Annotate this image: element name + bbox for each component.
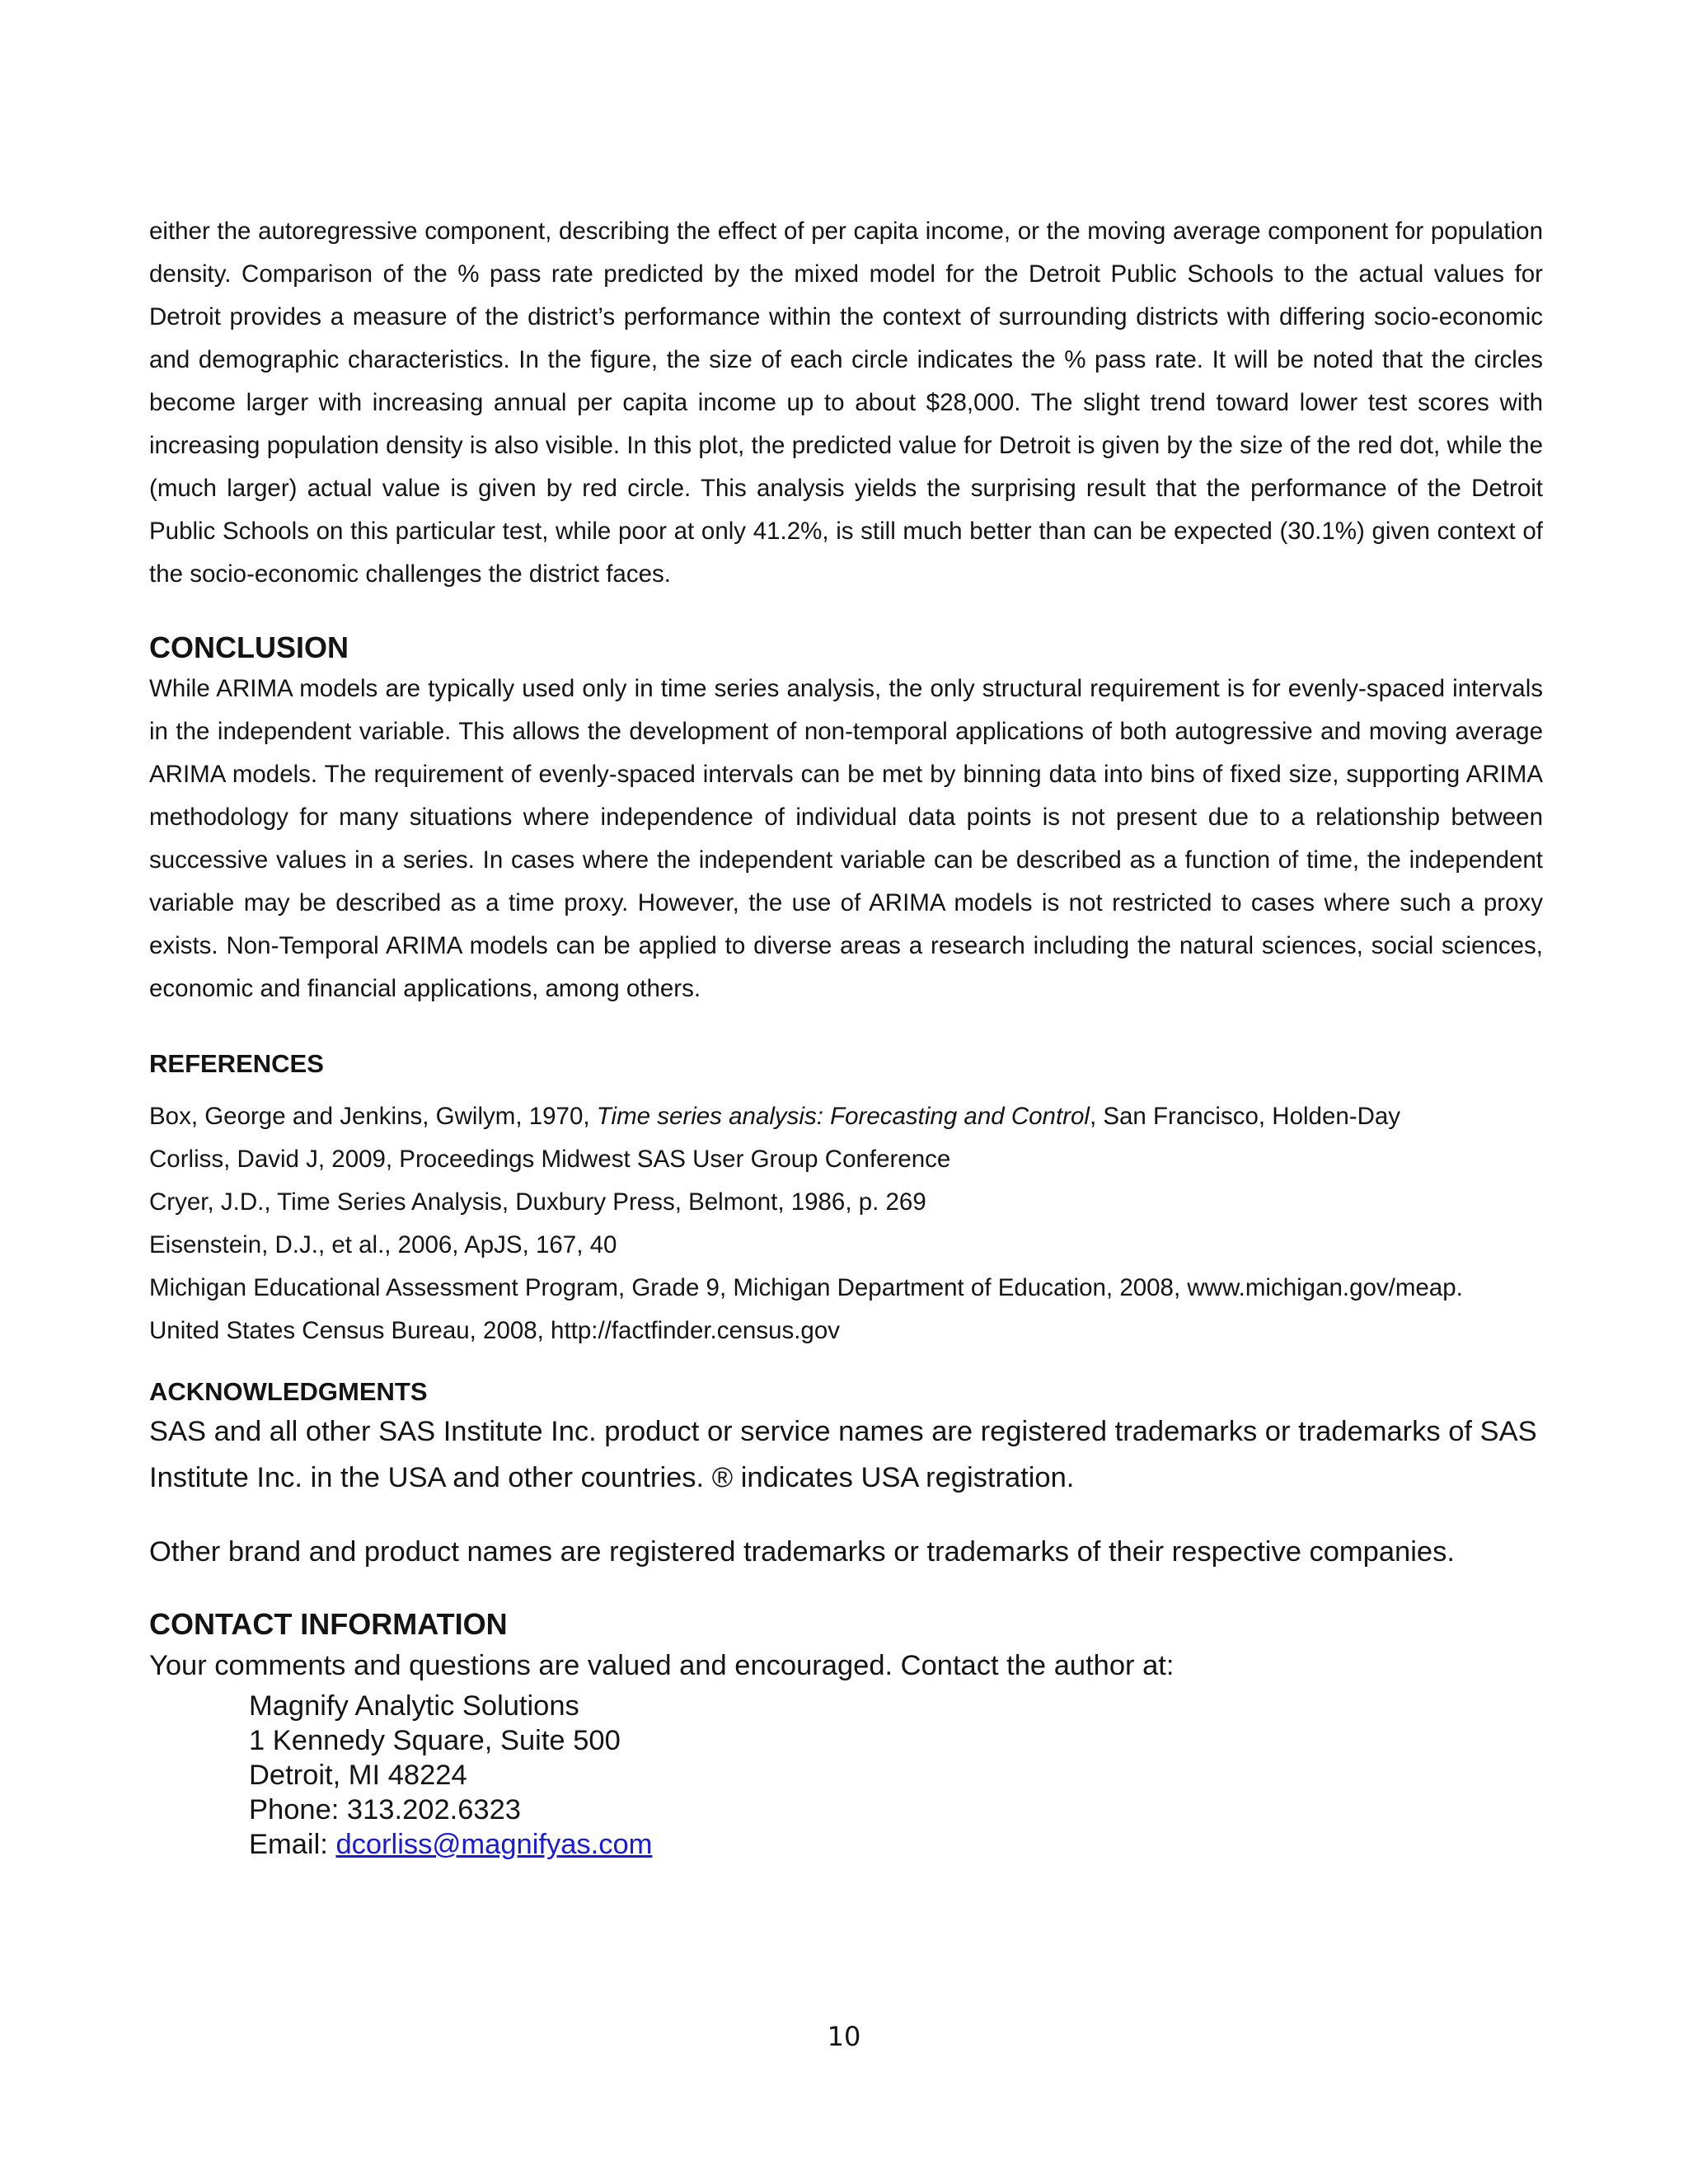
contact-city-line: Detroit, MI 48224 <box>249 1760 467 1791</box>
contact-company: Magnify Analytic Solutions <box>249 1690 579 1722</box>
reference-item: Eisenstein, D.J., et al., 2006, ApJS, 167, 40 <box>149 1231 617 1258</box>
acknowledgments-trademarks: Other brand and product names are registered trademarks or trademarks of their respective companies. <box>149 1536 1455 1568</box>
contact-email-link[interactable]: dcorliss@magnifyas.com <box>335 1829 653 1860</box>
contact-heading: CONTACT INFORMATION <box>149 1607 508 1641</box>
reference-item: United States Census Bureau, 2008, http://factfinder.census.gov <box>149 1317 840 1344</box>
reference-item: Michigan Educational Assessment Program, Grade 9, Michigan Department of Education, 2008, www.michigan.gov/meap. <box>149 1274 1463 1301</box>
reference-item: Cryer, J.D., Time Series Analysis, Duxbury Press, Belmont, 1986, p. 269 <box>149 1188 926 1216</box>
references-list <box>149 1095 1543 1352</box>
conclusion-heading: CONCLUSION <box>149 630 349 664</box>
reference-box-title: Time series analysis: Forecasting and Control <box>596 1103 1090 1130</box>
reference-item: Corliss, David J, 2009, Proceedings Midwest SAS User Group Conference <box>149 1146 951 1173</box>
contact-email-line <box>249 1827 1543 1862</box>
references-heading: REFERENCES <box>149 1049 324 1078</box>
document-page <box>149 210 1543 1862</box>
contact-address-block <box>249 1689 1543 1862</box>
contact-intro: Your comments and questions are valued and encouraged. Contact the author at: <box>149 1650 1175 1681</box>
reference-item <box>149 1095 1543 1138</box>
contact-phone: Phone: 313.202.6323 <box>249 1794 521 1825</box>
contact-email-label: Email: <box>249 1829 336 1860</box>
page-number: 10 <box>827 2021 861 2052</box>
reference-box-suffix: , San Francisco, Holden-Day <box>1089 1103 1401 1130</box>
acknowledgments-paragraph: SAS and all other SAS Institute Inc. product or service names are registered trademarks or trademarks of SAS Institute Inc. in the USA and other countries. ® indicates USA registration. <box>149 1416 1537 1493</box>
reference-box-prefix: Box, George and Jenkins, Gwilym, 1970, <box>149 1103 597 1130</box>
acknowledgments-heading: ACKNOWLEDGMENTS <box>149 1377 428 1406</box>
contact-address-line: 1 Kennedy Square, Suite 500 <box>249 1725 621 1756</box>
intro-paragraph: either the autoregressive component, describing the effect of per capita income, or the moving average component for population density. Comparison of the % pass rate predicted by the mixed model for the Detroit Public Schools to the actual values for Detroit provides a measure of the district’s performance within the context of surrounding districts with differing socio-economic and demographic characteristics. In the figure, the size of each circle indicates the % pass rate. It will be noted that the circles become larger with increasing annual per capita income up to about $28,000. The slight trend toward lower test scores with increasing population density is also visible. In this plot, the predicted value for Detroit is given by the size of the red dot, while the (much larger) actual value is given by red circle. This analysis yields the surprising result that the performance of the Detroit Public Schools on this particular test, while poor at only 41.2%, is still much better than can be expected (30.1%) given context of the socio-economic challenges the district faces. <box>149 218 1543 588</box>
conclusion-paragraph: While ARIMA models are typically used only in time series analysis, the only structural requirement is for evenly-spaced intervals in the independent variable. This allows the development of non-temporal applications of both autogressive and moving average ARIMA models. The requirement of evenly-spaced intervals can be met by binning data into bins of fixed size, supporting ARIMA methodology for many situations where independence of individual data points is not present due to a relationship between successive values in a series. In cases where the independent variable can be described as a function of time, the independent variable may be described as a time proxy. However, the use of ARIMA models is not restricted to cases where such a proxy exists. Non-Temporal ARIMA models can be applied to diverse areas a research including the natural sciences, social sciences, economic and financial applications, among others. <box>149 675 1543 1002</box>
